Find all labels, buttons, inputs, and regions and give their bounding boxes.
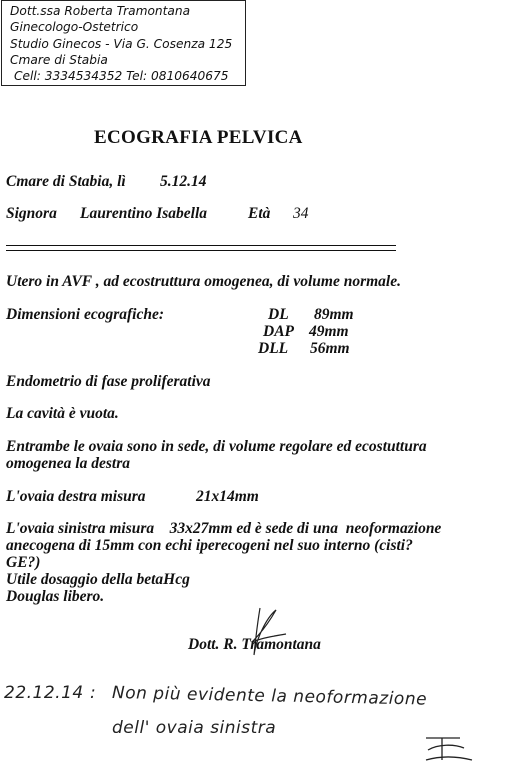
- dimension-dll-value: 56mm: [310, 340, 350, 357]
- handwritten-line1: Non più evidente la neoformazione: [111, 683, 428, 710]
- dimensions-label: Dimensioni ecografiche:: [6, 306, 164, 323]
- report-douglas: Douglas libero.: [6, 588, 105, 605]
- dimension-dl-value: 89mm: [314, 306, 354, 323]
- patient-salutation: Signora: [6, 205, 57, 222]
- handwritten-separator: :: [90, 683, 97, 703]
- dimension-dll-label: DLL: [258, 340, 289, 357]
- report-sinistra-line2: anecogena di 15mm con echi iperecogeni nel suo interno (cisti?: [6, 537, 413, 554]
- patient-age: 34: [293, 205, 309, 222]
- report-utile: Utile dosaggio della betaHcg: [6, 571, 190, 588]
- handwritten-initials: [420, 730, 480, 766]
- dimension-dap-value: 49mm: [309, 323, 349, 340]
- letterhead-city: Cmare di Stabia: [10, 53, 108, 67]
- letterhead-phones: Cell: 3334534352 Tel: 0810640675: [14, 69, 229, 83]
- report-cavita: La cavità è vuota.: [6, 405, 119, 422]
- dimension-dl-label: DL: [268, 306, 289, 323]
- report-endometrio: Endometrio di fase proliferativa: [6, 373, 211, 390]
- report-sinistra-line3: GE?): [6, 554, 41, 571]
- signature-name: Dott. R. Tramontana: [188, 636, 321, 653]
- ovaia-destra-label: L'ovaia destra misura: [6, 488, 146, 505]
- letterhead-doctor-name: Dott.ssa Roberta Tramontana: [10, 4, 191, 18]
- report-sinistra-line1: L'ovaia sinistra misura 33x27mm ed è sede di una neoformazione: [6, 520, 442, 537]
- letterhead-address: Studio Ginecos - Via G. Cosenza 125: [10, 37, 233, 51]
- report-utero: Utero in AVF , ad ecostruttura omogenea, di volume normale.: [6, 273, 401, 290]
- ovaia-destra-value: 21x14mm: [196, 488, 259, 505]
- divider-bottom: [6, 250, 396, 251]
- letterhead-box: [1, 0, 246, 86]
- document-title: ECOGRAFIA PELVICA: [94, 127, 303, 148]
- patient-name: Laurentino Isabella: [80, 205, 208, 222]
- dimension-dap-label: DAP: [263, 323, 294, 340]
- divider-top: [6, 245, 396, 246]
- place-label: Cmare di Stabia, lì: [6, 173, 126, 190]
- age-label: Età: [248, 205, 271, 222]
- report-ovaie-line1: Entrambe le ovaia sono in sede, di volume regolare ed ecostuttura: [6, 438, 427, 455]
- letterhead-specialty: Ginecologo-Ostetrico: [10, 20, 139, 34]
- report-date: 5.12.14: [160, 173, 207, 190]
- report-ovaie-line2: omogenea la destra: [6, 455, 130, 472]
- handwritten-date: 22.12.14: [4, 683, 84, 703]
- handwritten-line2: dell' ovaia sinistra: [112, 718, 277, 738]
